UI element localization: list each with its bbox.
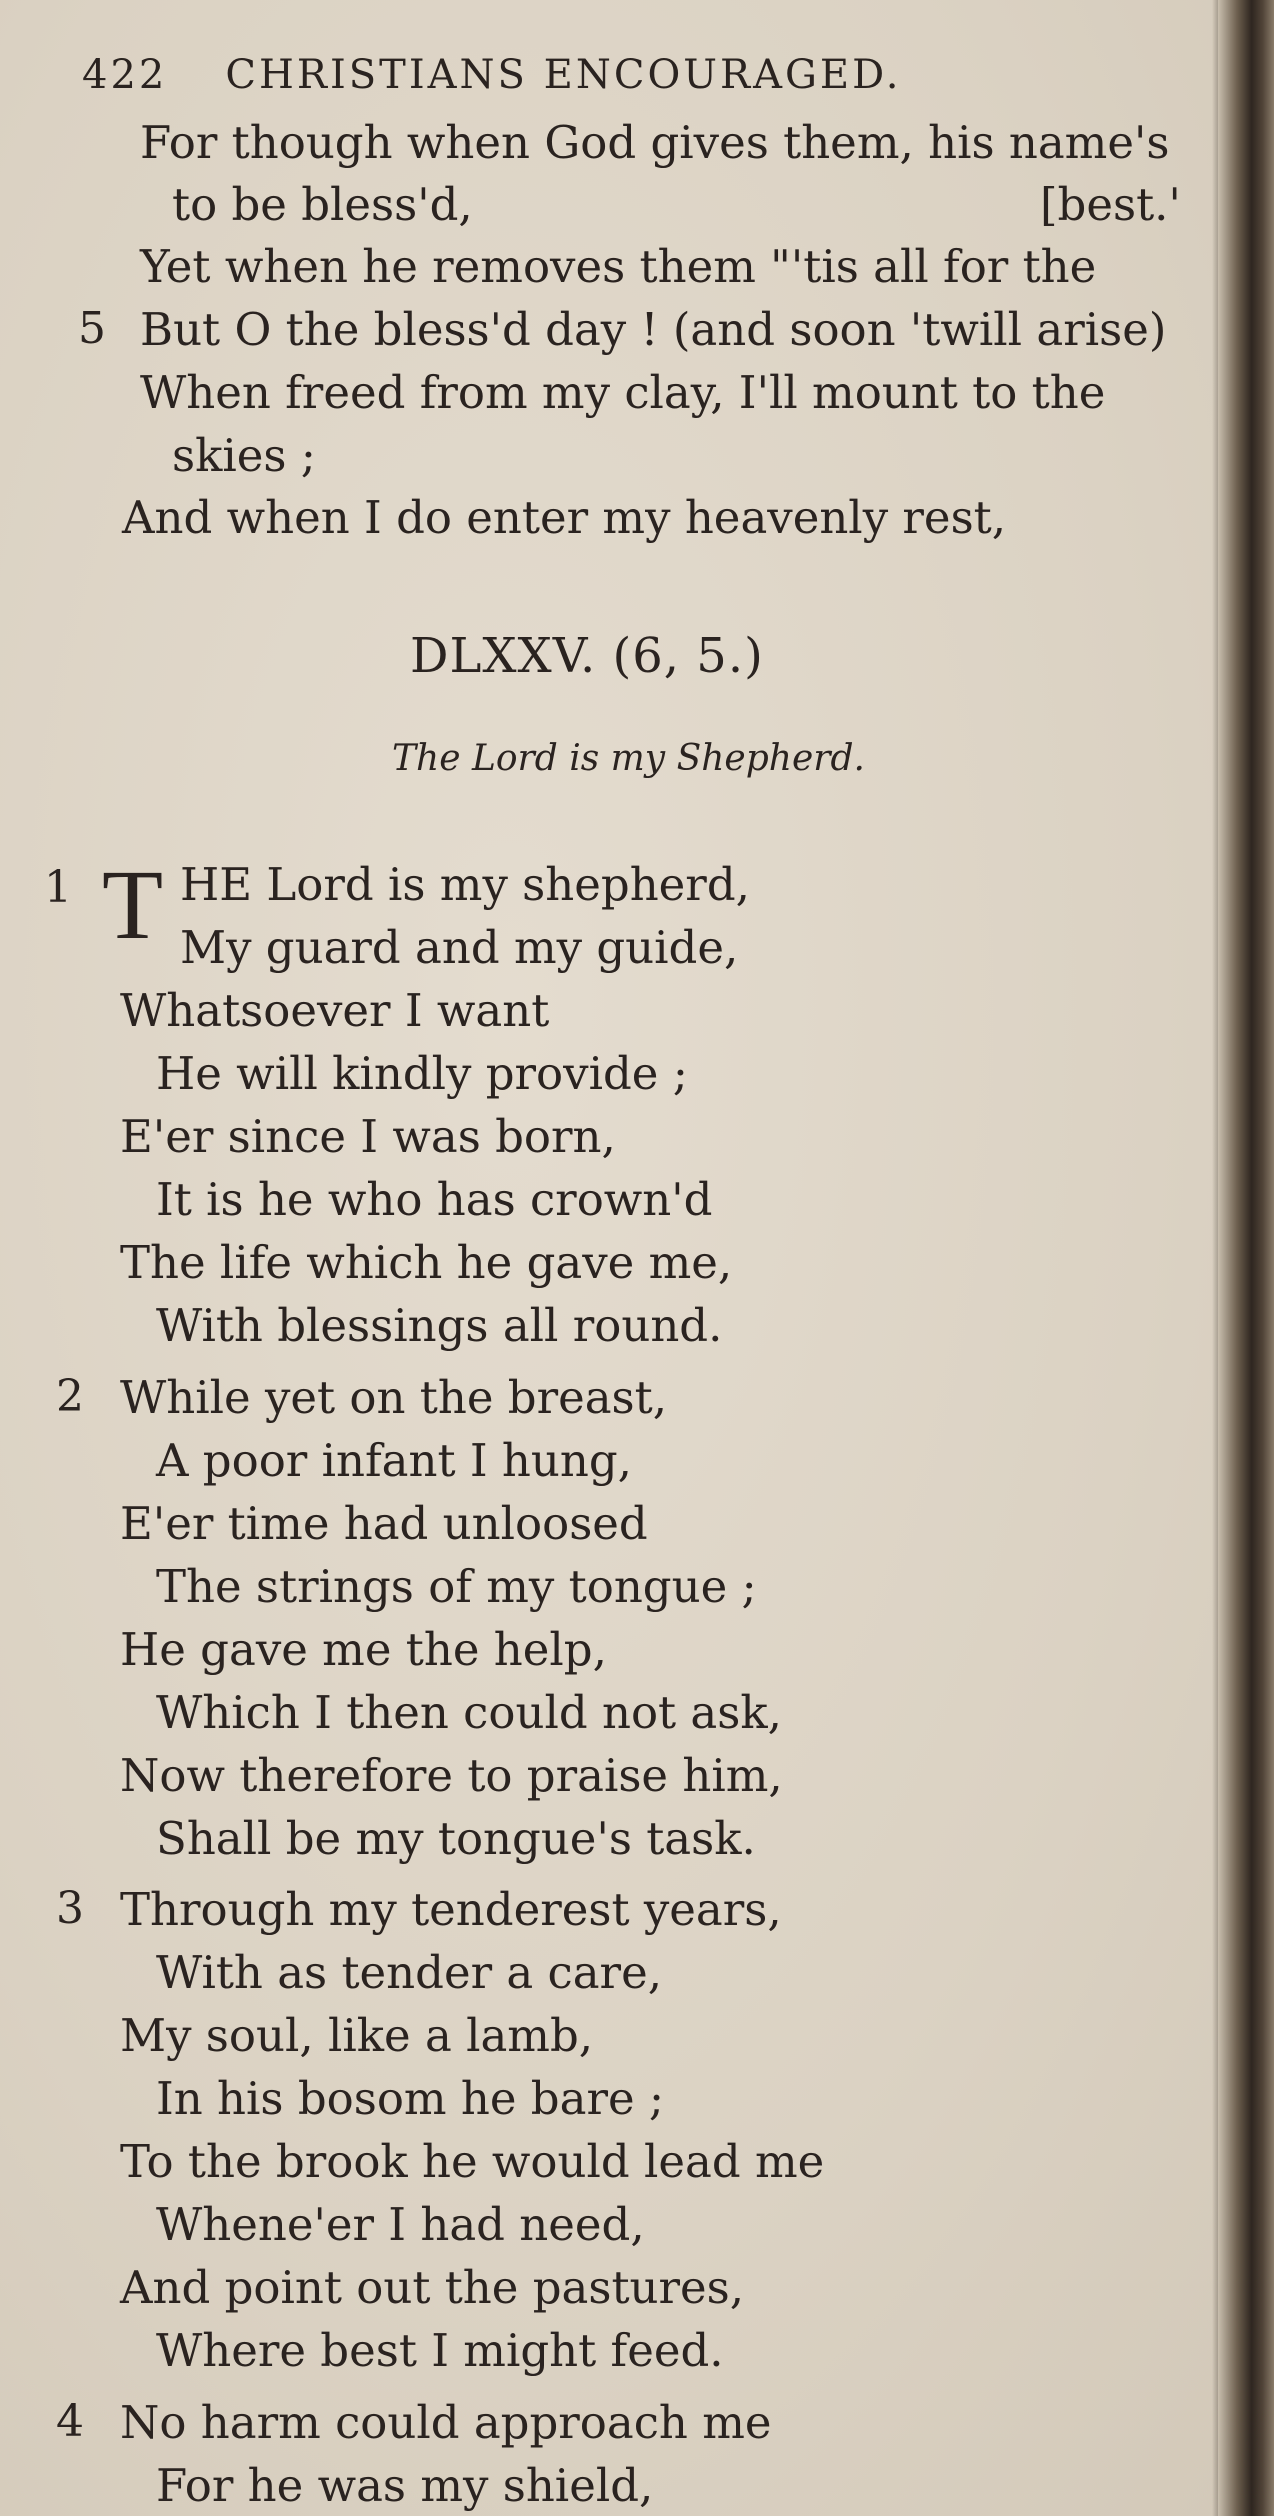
hymn-line: My soul, like a lamb, — [120, 2009, 594, 2062]
page-header — [82, 52, 901, 98]
stanza-number: 5 — [78, 303, 106, 354]
hymn-line: With as tender a care, — [156, 1946, 663, 1999]
stanza-number: 1 — [44, 862, 72, 913]
hymn-line: A poor infant I hung, — [156, 1434, 632, 1487]
prev-line: When freed from my clay, I'll mount to the — [140, 366, 1106, 419]
prev-line: And when I do enter my heavenly rest, — [122, 491, 1007, 544]
prev-line: Yet when he removes them "'tis all for the — [140, 240, 1097, 293]
hymn-line: In his bosom he bare ; — [156, 2072, 665, 2125]
hymn-line: Which I then could not ask, — [156, 1686, 782, 1739]
drop-cap: T — [102, 849, 164, 960]
hymn-line: Now therefore to praise him, — [120, 1749, 783, 1802]
prev-line: But O the bless'd day ! (and soon 'twill arise) — [140, 303, 1167, 356]
hymn-line: And point out the pastures, — [120, 2261, 745, 2314]
hymn-line: He gave me the help, — [120, 1623, 607, 1676]
stanza-number: 3 — [56, 1883, 84, 1934]
hymn-line: Whatsoever I want — [120, 984, 550, 1037]
hymn-number: DLXXV. (6, 5.) — [410, 628, 764, 684]
hymn-line: E'er time had unloosed — [120, 1497, 648, 1550]
hymn-line: The strings of my tongue ; — [156, 1560, 757, 1613]
hymn-line: The life which he gave me, — [120, 1236, 733, 1289]
prev-line: skies ; — [172, 429, 316, 482]
hymn-line: With blessings all round. — [156, 1299, 723, 1352]
hymn-line: E'er since I was born, — [120, 1110, 616, 1163]
hymn-line: HE Lord is my shepherd, — [180, 858, 750, 911]
hymn-line: He will kindly provide ; — [156, 1047, 688, 1100]
stanza-number: 4 — [56, 2396, 84, 2447]
hymn-line: Whene'er I had need, — [156, 2198, 645, 2251]
hymn-line: It is he who has crown'd — [156, 1173, 713, 1226]
hymn-title: The Lord is my Shepherd. — [392, 738, 865, 779]
page-number: 422 — [82, 52, 168, 98]
hymn-line: Through my tenderest years, — [120, 1883, 782, 1936]
prev-line-carry: [best.' — [1040, 178, 1181, 231]
hymn-line: Where best I might feed. — [156, 2324, 724, 2377]
running-title: CHRISTIANS ENCOURAGED. — [225, 52, 902, 98]
stanza-number: 2 — [56, 1371, 84, 1422]
prev-line: For though when God gives them, his name's — [140, 116, 1170, 169]
hymn-line: No harm could approach me — [120, 2396, 772, 2449]
hymn-line: My guard and my guide, — [180, 921, 739, 974]
prev-line: to be bless'd, — [172, 178, 473, 231]
hymn-line: For he was my shield, — [156, 2459, 654, 2512]
book-binding — [1218, 0, 1274, 2516]
hymn-line: To the brook he would lead me — [120, 2135, 825, 2188]
hymn-line: While yet on the breast, — [120, 1371, 668, 1424]
hymn-line: Shall be my tongue's task. — [156, 1812, 756, 1865]
